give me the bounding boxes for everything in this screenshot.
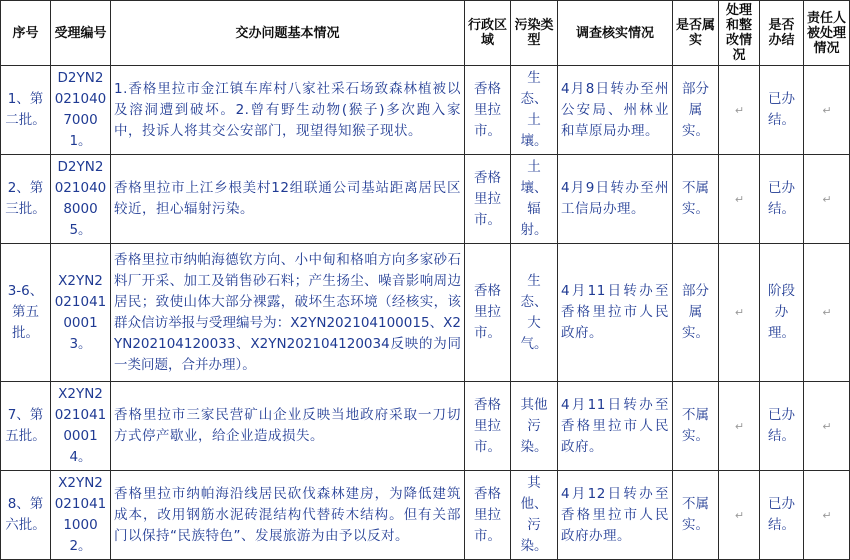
cell-issue: 香格里拉市纳帕海德钦方向、小中甸和格咱方向多家砂石料厂开采、加工及销售砂石料；产生扬尘、噪音影响周边居民；致使山体大部分裸露，破坏生态环境（经核实，该群众信访举报与受理编号为：X2YN202104100015、X2YN202104120033、X2YN202104120034反映的为同一类问题，合并办理）。 xyxy=(111,244,465,382)
header-region: 行政区域 xyxy=(465,1,511,66)
cell-acc-id: X2YN20210411000 2。 xyxy=(51,471,111,560)
cell-investigation: 4月8日转办至州公安局、州林业和草原局办理。 xyxy=(558,66,673,155)
cell-no: 8、第六批。 xyxy=(1,471,51,560)
cell-verified: 不属实。 xyxy=(673,155,719,244)
return-mark: ↵ xyxy=(822,103,832,117)
table-row xyxy=(1,382,850,471)
cell-closed: 已办结。 xyxy=(760,66,804,155)
cell-rectify xyxy=(719,471,760,560)
cell-acc-id: X2YN20210410001 3。 xyxy=(51,244,111,382)
cell-accountability xyxy=(804,471,850,560)
cell-closed: 阶段办理。 xyxy=(760,244,804,382)
header-rectify: 处理和整改情况 xyxy=(719,1,760,66)
cell-investigation: 4月9日转办至州工信局办理。 xyxy=(558,155,673,244)
cell-no: 3-6、第五批。 xyxy=(1,244,51,382)
cell-no: 1、第二批。 xyxy=(1,66,51,155)
header-verified: 是否属实 xyxy=(673,1,719,66)
table-row xyxy=(1,66,850,155)
cell-acc-id: X2YN20210410001 4。 xyxy=(51,382,111,471)
cell-accountability xyxy=(804,382,850,471)
header-closed: 是否办结 xyxy=(760,1,804,66)
cell-issue: 1.香格里拉市金江镇车库村八家社采石场致森林植被以及溶洞遭到破坏。2.曾有野生动物(猴子)多次跑入家中，投诉人将其交公安部门，现望得知猴子现状。 xyxy=(111,66,465,155)
cell-issue: 香格里拉市纳帕海沿线居民砍伐森林建房，为降低建筑成本，改用钢筋水泥砖混结构代替砖木结构。但有关部门以保持“民族特色”、发展旅游为由予以反对。 xyxy=(111,471,465,560)
header-acc-id: 受理编号 xyxy=(51,1,111,66)
return-mark: ↵ xyxy=(734,508,745,522)
cell-accountability xyxy=(804,155,850,244)
cell-closed: 已办结。 xyxy=(760,471,804,560)
cell-region: 香格里拉市。 xyxy=(465,244,511,382)
cell-no: 7、第五批。 xyxy=(1,382,51,471)
cell-region: 香格里拉市。 xyxy=(465,155,511,244)
cell-acc-id: D2YN202104080005。 xyxy=(51,155,111,244)
header-pollution-type: 污染类型 xyxy=(511,1,558,66)
cell-rectify xyxy=(719,382,760,471)
cell-region: 香格里拉市。 xyxy=(465,382,511,471)
header-accountability: 责任人被处理情况 xyxy=(804,1,850,66)
cell-pollution-type: 其他、污染。 xyxy=(511,471,558,560)
cell-verified: 部分属实。 xyxy=(673,66,719,155)
cell-investigation: 4月12日转办至香格里拉市人民政府办理。 xyxy=(558,471,673,560)
return-mark: ↵ xyxy=(734,103,745,117)
table-row xyxy=(1,471,850,560)
return-mark: ↵ xyxy=(822,192,832,206)
cell-closed: 已办结。 xyxy=(760,382,804,471)
cell-verified: 部分属实。 xyxy=(673,244,719,382)
cell-accountability xyxy=(804,244,850,382)
table-row xyxy=(1,155,850,244)
header-no: 序号 xyxy=(1,1,51,66)
return-mark: ↵ xyxy=(734,306,745,319)
cell-no: 2、第三批。 xyxy=(1,155,51,244)
cell-closed: 已办结。 xyxy=(760,155,804,244)
cell-rectify xyxy=(719,155,760,244)
return-mark: ↵ xyxy=(822,419,832,433)
cell-investigation: 4月11日转办至香格里拉市人民政府。 xyxy=(558,382,673,471)
header-issue: 交办问题基本情况 xyxy=(111,1,465,66)
cell-pollution-type: 生态、土壤。 xyxy=(511,66,558,155)
cell-region: 香格里拉市。 xyxy=(465,66,511,155)
cell-rectify xyxy=(719,66,760,155)
return-mark: ↵ xyxy=(734,419,745,433)
cell-region: 香格里拉市。 xyxy=(465,471,511,560)
table-row xyxy=(1,244,850,382)
return-mark: ↵ xyxy=(822,306,832,319)
header-investigation: 调查核实情况 xyxy=(558,1,673,66)
cell-verified: 不属实。 xyxy=(673,471,719,560)
cell-acc-id: D2YN202104070001。 xyxy=(51,66,111,155)
cell-accountability xyxy=(804,66,850,155)
cell-pollution-type: 其他污染。 xyxy=(511,382,558,471)
cell-investigation: 4月11日转办至香格里拉市人民政府。 xyxy=(558,244,673,382)
cell-pollution-type: 土壤、辐射。 xyxy=(511,155,558,244)
cell-issue: 香格里拉市上江乡根美村12组联通公司基站距离居民区较近，担心辐射污染。 xyxy=(111,155,465,244)
cell-pollution-type: 生态、大气。 xyxy=(511,244,558,382)
return-mark: ↵ xyxy=(822,508,832,522)
return-mark: ↵ xyxy=(734,192,745,206)
cell-rectify xyxy=(719,244,760,382)
header-row xyxy=(1,1,850,66)
cell-verified: 不属实。 xyxy=(673,382,719,471)
cell-issue: 香格里拉市三家民营矿山企业反映当地政府采取一刀切方式停产歇业，给企业造成损失。 xyxy=(111,382,465,471)
